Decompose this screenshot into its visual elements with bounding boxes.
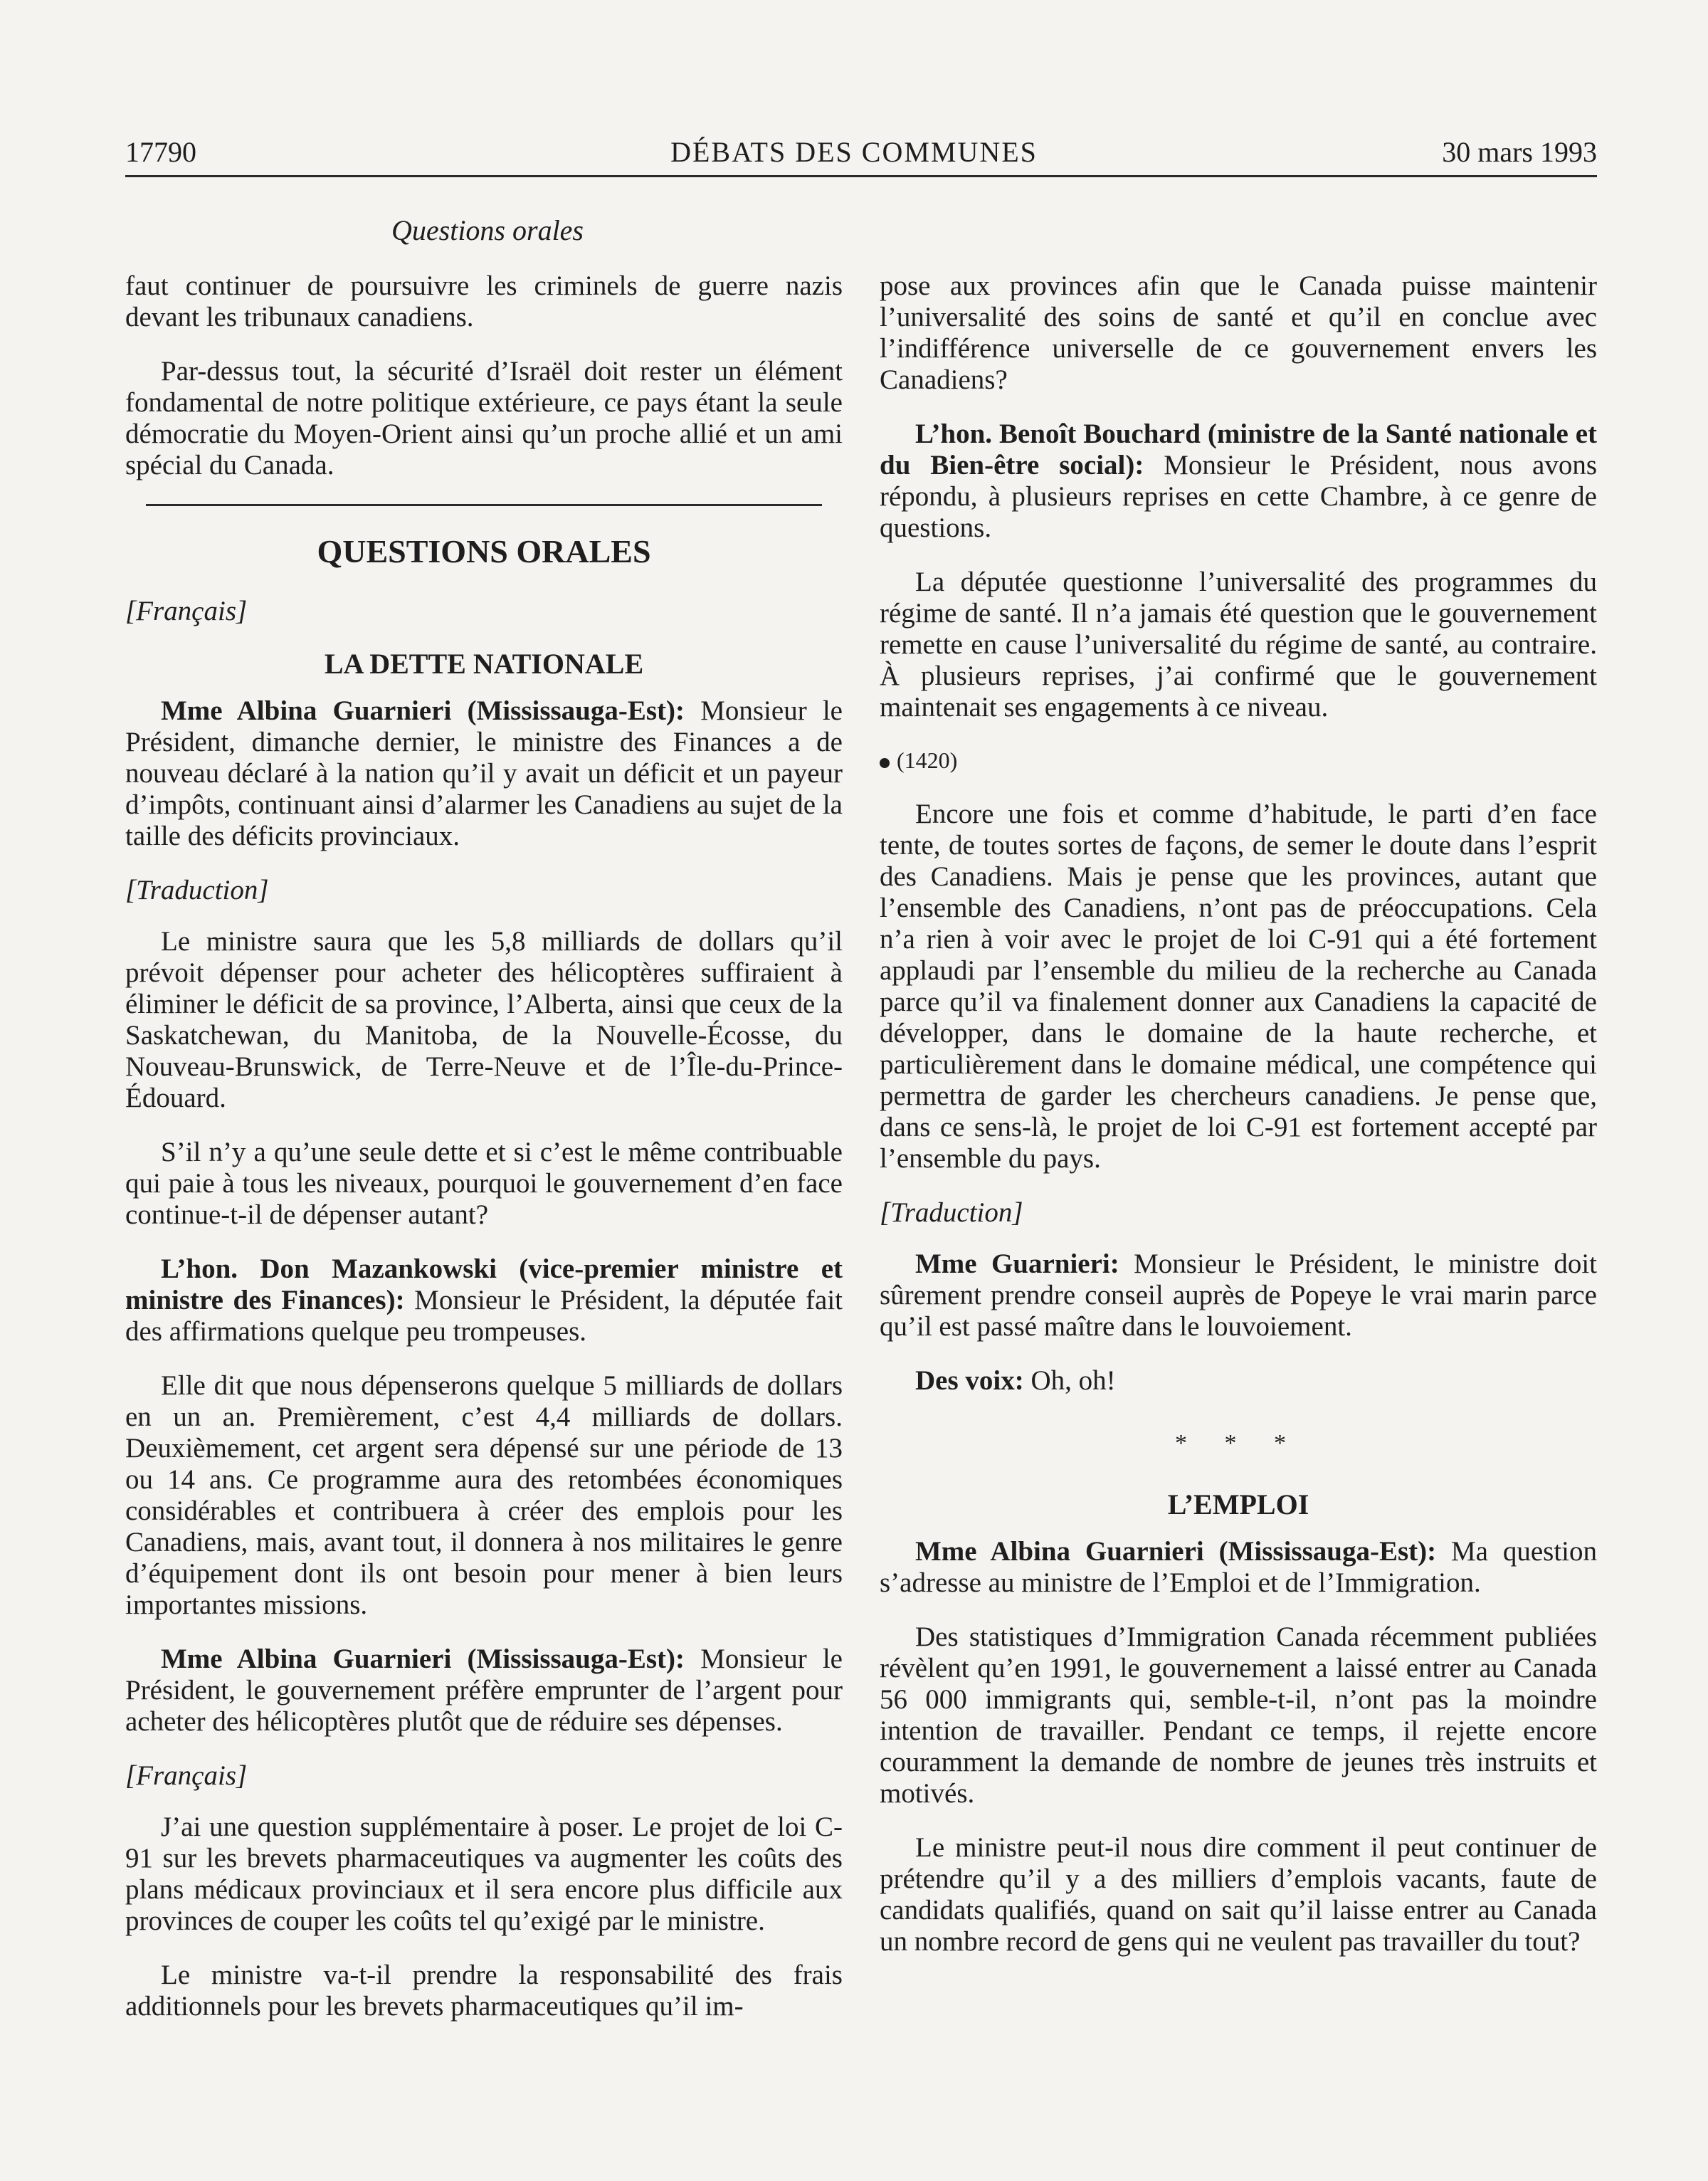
header-rule	[125, 175, 1597, 177]
paragraph: Le ministre saura que les 5,8 milliards de dollars qu’il prévoit dépenser pour acheter des hélicoptères suffiraient à éliminer le déficit de sa province, l’Alberta, ainsi que ceux de la Saskatchewan, du Manitoba, de la Nouvelle-Écosse, du Nouveau-Brunswick, de Terre-Neuve et de l’Île-du-Prince-Édouard.	[125, 926, 843, 1113]
paragraph: Elle dit que nous dépenserons quelque 5 milliards de dollars en un an. Premièrement, c’est 4,4 milliards de dollars. Deuxièmement, cet argent sera dépensé sur une période de 13 ou 14 ans. Ce programme aura des retombées économiques considérables et contribuera à créer des emplois pour les Canadiens, mais, avant tout, il donnera à nos militaires le genre d’équipement dont ils ont besoin pour mener à bien leurs importantes missions.	[125, 1370, 843, 1620]
speaker-name: L’hon. Benoît Bouchard (ministre de la Santé nationale et du Bien-être social):	[880, 419, 1597, 480]
page-header-title: DÉBATS DES COMMUNES	[670, 136, 1038, 168]
speech-paragraph	[125, 695, 843, 852]
subsection-heading: L’EMPLOI	[1167, 1488, 1309, 1520]
left-column	[125, 270, 843, 2045]
paragraph: Le ministre peut-il nous dire comment il peut continuer de prétendre qu’il y a des milliers d’emplois vacants, faute de candidats qualifiés, quand on sait qu’il laisse entrer au Canada un nombre record de gens qui ne veulent pas travailler du tout?	[880, 1832, 1597, 1957]
page-number: 17790	[125, 136, 196, 168]
paragraph: pose aux provinces afin que le Canada puisse maintenir l’universalité des soins de santé et qu’il en conclue avec l’indifférence universelle de ce gouvernement envers les Canadiens?	[880, 270, 1597, 395]
paragraph: Encore une fois et comme d’habitude, le parti d’en face tente, de toutes sortes de façons, de semer le doute dans l’esprit des Canadiens. Mais je pense que les provinces, autant que l’ensemble des Canadiens, n’ont pas de préoccupations. Cela n’a rien à voir avec le projet de loi C-91 qui a été fortement applaudi par l’ensemble du milieu de la recherche au Canada parce qu’il va finalement donner aux Canadiens la capacité de développer, dans le domaine de la haute recherche, et particulièrement dans le domaine médical, une compétence qui permettra de garder les chercheurs canadiens. Je pense que, dans ce sens-là, le projet de loi C-91 est fortement accepté par l’ensemble du pays.	[880, 799, 1597, 1174]
section-divider	[146, 504, 822, 506]
speech-paragraph	[880, 1249, 1597, 1342]
running-head: Questions orales	[391, 214, 584, 246]
section-separator: * * *	[1175, 1430, 1302, 1456]
timestamp-text: (1420)	[897, 747, 958, 773]
speech-paragraph	[880, 1365, 1597, 1397]
speaker-name: Des voix:	[915, 1365, 1024, 1396]
paragraph: Le ministre va-t-il prendre la responsabilité des frais additionnels pour les brevets pharmaceutiques qu’il im-	[125, 1960, 843, 2022]
speech-text: Monsieur le Président, la députée fait des affirmations quelque peu trompeuses.	[125, 1285, 843, 1347]
speech-text: Monsieur le Président, le gouvernement préfère emprunter de l’argent pour acheter des hélicoptères plutôt que de réduire ses dépenses.	[125, 1644, 843, 1737]
speech-paragraph	[880, 1536, 1597, 1599]
speech-text: Oh, oh!	[1023, 1365, 1116, 1396]
subsection-heading: LA DETTE NATIONALE	[324, 648, 644, 680]
speaker-name: L’hon. Don Mazankowski (vice-premier ministre et ministre des Finances):	[125, 1254, 843, 1315]
speaker-name: Mme Guarnieri:	[915, 1249, 1119, 1279]
language-marker: [Traduction]	[125, 875, 269, 905]
paragraph: J’ai une question supplémentaire à poser. Le projet de loi C-91 sur les brevets pharmaceutiques va augmenter les coûts des plans médicaux provinciaux et il sera encore plus difficile aux provinces de couper les coûts tel qu’exigé par le ministre.	[125, 1812, 843, 1936]
section-heading: QUESTIONS ORALES	[317, 533, 651, 569]
speech-text: Monsieur le Président, le ministre doit sûrement prendre conseil auprès de Popeye le vrai marin parce qu’il est passé maître dans le louvoiement.	[880, 1249, 1597, 1342]
page-header-date: 30 mars 1993	[1442, 136, 1597, 168]
speech-paragraph	[125, 1644, 843, 1738]
speech-text: Monsieur le Président, nous avons répondu, à plusieurs reprises en cette Chambre, à ce genre de questions.	[880, 450, 1597, 543]
right-column	[880, 270, 1597, 1980]
bullet-icon	[880, 758, 890, 768]
speaker-name: Mme Albina Guarnieri (Mississauga-Est):	[161, 1644, 685, 1674]
language-marker: [Français]	[125, 1760, 248, 1791]
paragraph: S’il n’y a qu’une seule dette et si c’est le même contribuable qui paie à tous les niveaux, pourquoi le gouvernement d’en face continue-t-il de dépenser autant?	[125, 1137, 843, 1230]
speech-text: Monsieur le Président, dimanche dernier, le ministre des Finances a de nouveau déclaré à la nation qu’il y avait un déficit et un payeur d’impôts, continuant ainsi d’alarmer les Canadiens au sujet de la taille des déficits provinciaux.	[125, 695, 843, 851]
paragraph: La députée questionne l’universalité des programmes du régime de santé. Il n’a jamais été question que le gouvernement remette en cause l’universalité du régime de santé, au contraire. À plusieurs reprises, j’ai confirmé que le gouvernement maintenait ses engagements à ce niveau.	[880, 567, 1597, 722]
speech-text: Ma question s’adresse au ministre de l’Emploi et de l’Immigration.	[880, 1536, 1597, 1598]
language-marker: [Traduction]	[880, 1197, 1023, 1228]
paragraph: Par-dessus tout, la sécurité d’Israël doit rester un élément fondamental de notre politique extérieure, ce pays étant la seule démocratie du Moyen-Orient ainsi qu’un proche allié et un ami spécial du Canada.	[125, 356, 843, 480]
paragraph: faut continuer de poursuivre les criminels de guerre nazis devant les tribunaux canadiens.	[125, 270, 843, 332]
speaker-name: Mme Albina Guarnieri (Mississauga-Est):	[161, 695, 685, 726]
paragraph: Des statistiques d’Immigration Canada récemment publiées révèlent qu’en 1991, le gouvernement a laissé entrer au Canada 56 000 immigrants qui, semble-t-il, n’ont pas la moindre intention de travailler. Pendant ce temps, il rejette encore couramment la demande de nombre de jeunes très instruits et motivés.	[880, 1622, 1597, 1809]
timestamp	[880, 746, 1597, 774]
speaker-name: Mme Albina Guarnieri (Mississauga-Est):	[915, 1536, 1437, 1567]
speech-paragraph	[880, 419, 1597, 544]
speech-paragraph	[125, 1254, 843, 1347]
language-marker: [Français]	[125, 596, 248, 626]
